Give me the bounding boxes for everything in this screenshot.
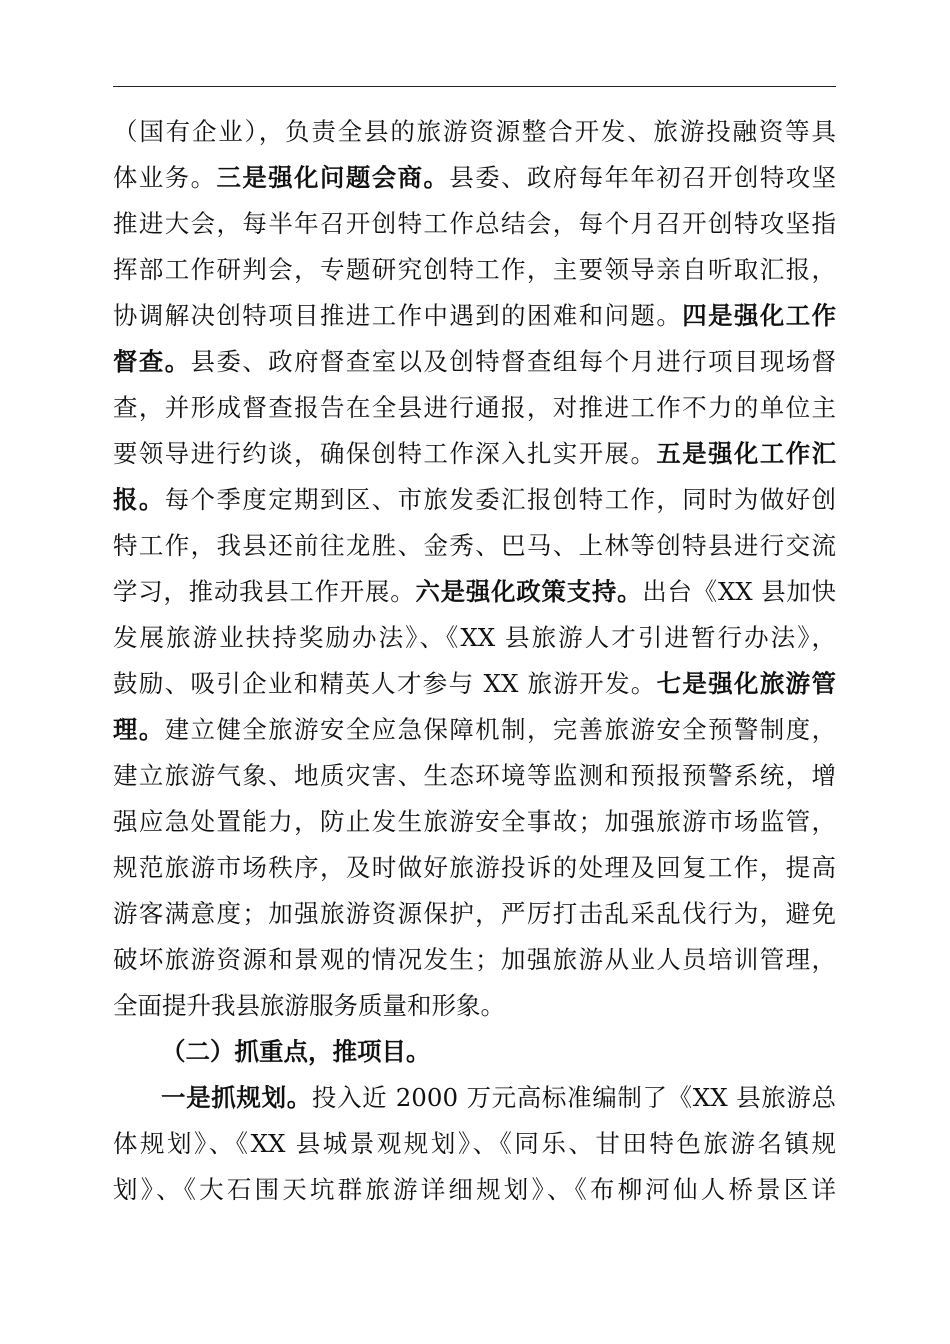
bold-heading: 一是抓规划。 xyxy=(161,1083,312,1112)
text-line: 破坏旅游资源和景观的情况发生；加强旅游从业人员培训管理， xyxy=(113,945,836,974)
bold-heading: 督查。 xyxy=(113,347,191,376)
text-line: 规范旅游市场秩序，及时做好旅游投诉的处理及回复工作，提高 xyxy=(113,853,836,882)
text-line: 要领导进行约谈，确保创特工作深入扎实开展。五是强化工作汇 xyxy=(113,439,836,468)
text-line: 体规划》、《XX 县城景观规划》、《同乐、甘田特色旅游名镇规 xyxy=(113,1129,836,1158)
text-line: 挥部工作研判会，专题研究创特工作，主要领导亲自听取汇报， xyxy=(113,255,836,284)
text-line: 一是抓规划。投入近 2000 万元高标准编制了《XX 县旅游总 xyxy=(161,1083,836,1112)
bold-heading: 七是强化旅游管 xyxy=(656,669,836,698)
text-line: 学习，推动我县工作开展。六是强化政策支持。出台《XX 县加快 xyxy=(113,577,836,606)
section-heading: （二）抓重点，推项目。 xyxy=(161,1037,431,1066)
text-line: 建立旅游气象、地质灾害、生态环境等监测和预报预警系统，增 xyxy=(113,761,836,790)
bold-heading: 报。 xyxy=(113,485,165,514)
header-rule xyxy=(113,86,836,87)
bold-heading: 六是强化政策支持。 xyxy=(415,577,643,606)
text-line: 报。每个季度定期到区、市旅发委汇报创特工作，同时为做好创 xyxy=(113,485,836,514)
text-line: 全面提升我县旅游服务质量和形象。 xyxy=(113,991,505,1020)
text-line: 协调解决创特项目推进工作中遇到的困难和问题。四是强化工作 xyxy=(113,301,836,330)
text-line: 游客满意度；加强旅游资源保护，严厉打击乱采乱伐行为，避免 xyxy=(113,899,836,928)
text-line: 特工作，我县还前往龙胜、金秀、巴马、上林等创特县进行交流 xyxy=(113,531,836,560)
text-line: 理。建立健全旅游安全应急保障机制，完善旅游安全预警制度， xyxy=(113,715,836,744)
text-line: 划》、《大石围天坑群旅游详细规划》、《布柳河仙人桥景区详 xyxy=(113,1175,836,1204)
text-line: 体业务。三是强化问题会商。县委、政府每年年初召开创特攻坚 xyxy=(113,163,836,192)
bold-heading: 三是强化问题会商。 xyxy=(216,163,450,192)
text-line: 强应急处置能力，防止发生旅游安全事故；加强旅游市场监管， xyxy=(113,807,836,836)
text-line: （国有企业），负责全县的旅游资源整合开发、旅游投融资等具 xyxy=(113,117,836,146)
text-line: 督查。县委、政府督查室以及创特督查组每个月进行项目现场督 xyxy=(113,347,836,376)
bold-heading: 理。 xyxy=(113,715,165,744)
bold-heading: 五是强化工作汇 xyxy=(656,439,836,468)
text-line: 查，并形成督查报告在全县进行通报，对推进工作不力的单位主 xyxy=(113,393,836,422)
text-line: 推进大会，每半年召开创特工作总结会，每个月召开创特攻坚指 xyxy=(113,209,836,238)
text-line: 发展旅游业扶持奖励办法》、《XX 县旅游人才引进暂行办法》， xyxy=(113,623,836,652)
text-line: 鼓励、吸引企业和精英人才参与 XX 旅游开发。七是强化旅游管 xyxy=(113,669,836,698)
bold-heading: 四是强化工作 xyxy=(682,301,836,330)
